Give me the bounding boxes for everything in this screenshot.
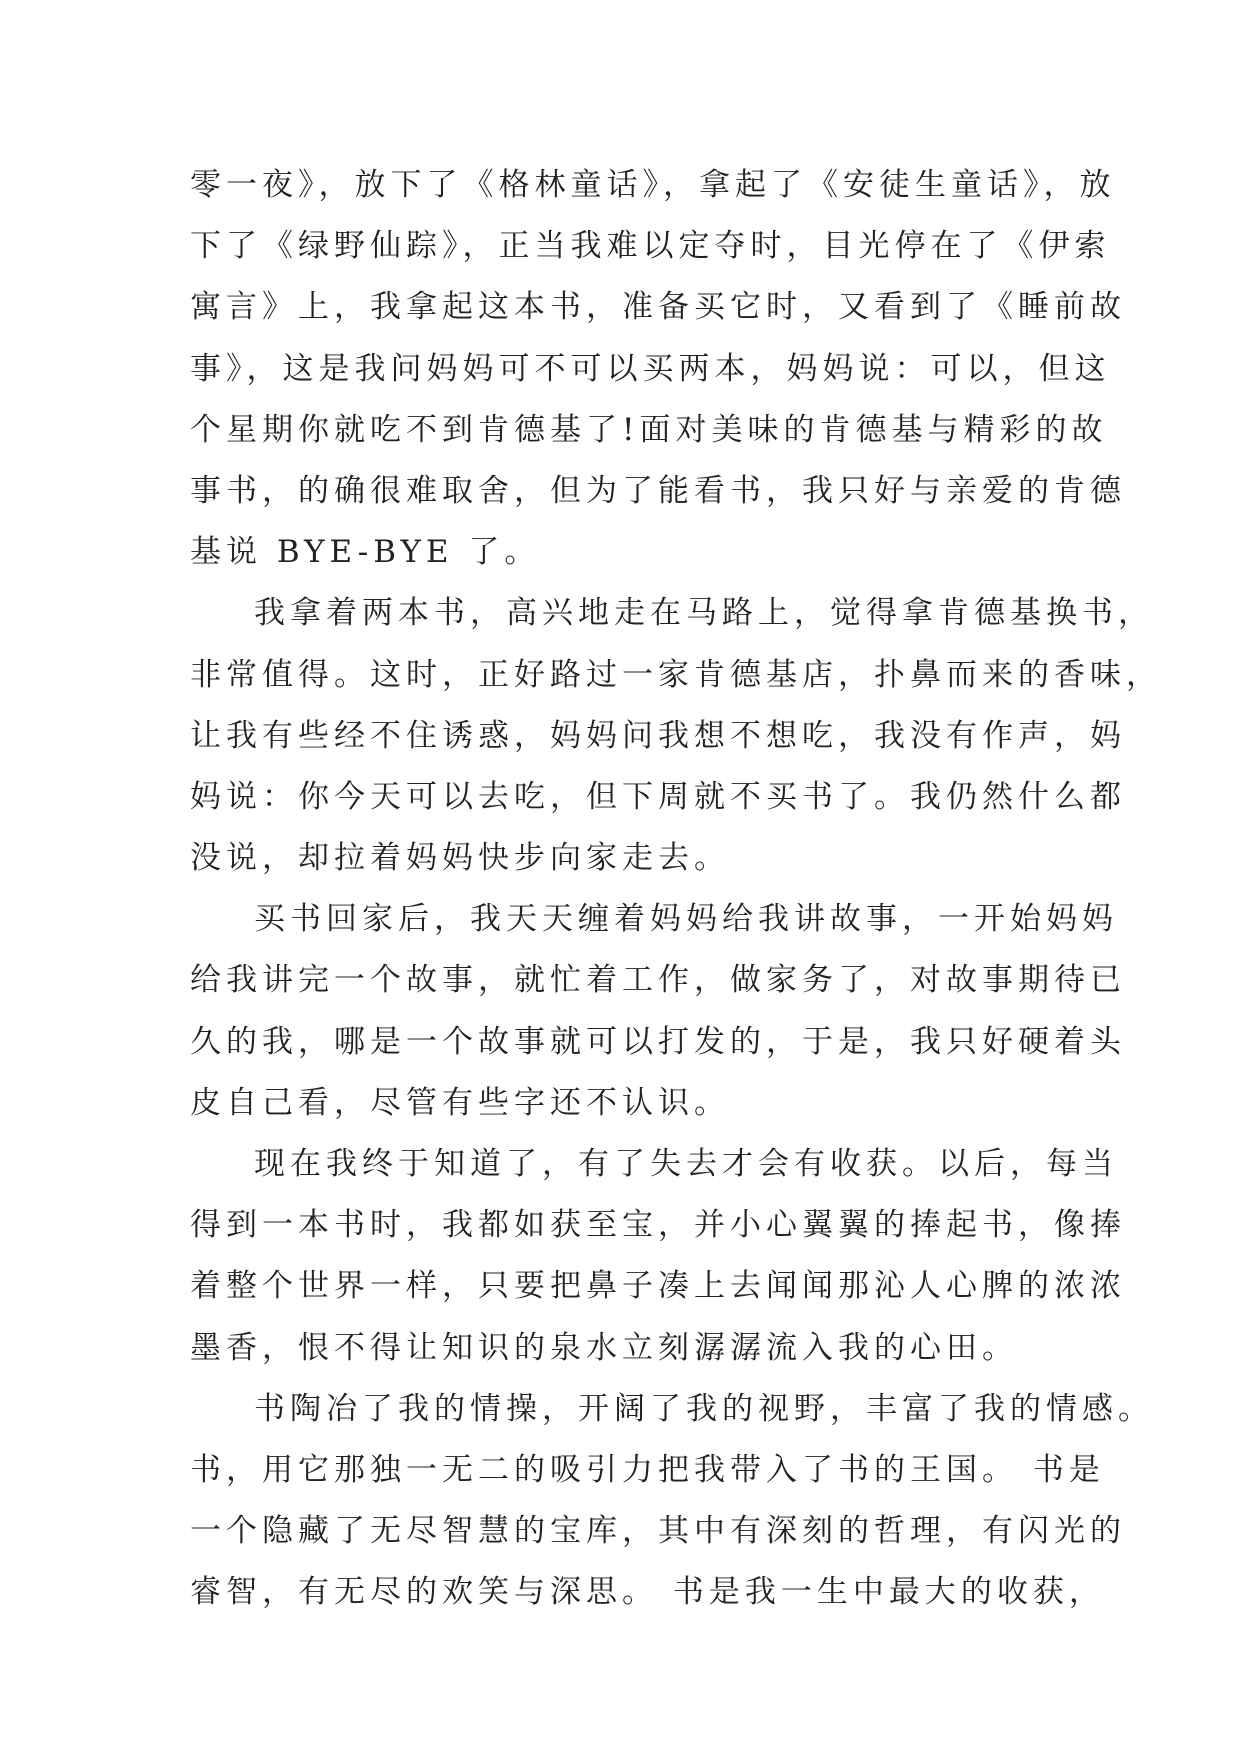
paragraph-first-line: 现在我终于知道了，有了失去才会有收获。以后，每当: [254, 1146, 1118, 1182]
text-line: 着整个世界一样，只要把鼻子凑上去闻闻那沁人心脾的浓浓: [190, 1268, 1126, 1305]
text-line: 事书，的确很难取舍，但为了能看书，我只好与亲爱的肯德: [190, 472, 1126, 509]
text-line: 寓言》上，我拿起这本书，准备买它时，又看到了《睡前故: [190, 289, 1126, 326]
text-line: 基说 BYE-BYE 了。: [190, 534, 541, 571]
text-line: 零一夜》，放下了《格林童话》，拿起了《安徒生童话》，放: [190, 167, 1116, 203]
text-line: 书，用它那独一无二的吸引力把我带入了书的王国。 书是: [190, 1451, 1105, 1488]
text-line: 没说，却拉着妈妈快步向家走去。: [190, 840, 730, 877]
paragraph-first-line: 我拿着两本书，高兴地走在马路上，觉得拿肯德基换书，: [254, 595, 1154, 632]
text-line: 事》，这是我问妈妈可不可以买两本，妈妈说：可以，但这: [190, 350, 1111, 387]
text-line: 睿智，有无尽的欢笑与深思。 书是我一生中最大的收获，: [190, 1574, 1105, 1611]
text-line: 给我讲完一个故事，就忙着工作，做家务了，对故事期待已: [190, 962, 1126, 999]
text-line: 墨香，恨不得让知识的泉水立刻潺潺流入我的心田。: [190, 1329, 1018, 1366]
text-line: 让我有些经不住诱惑，妈妈问我想不想吃，我没有作声，妈: [190, 717, 1126, 754]
paragraph-first-line: 买书回家后，我天天缠着妈妈给我讲故事，一开始妈妈: [254, 901, 1118, 938]
document-body: [190, 155, 1162, 1624]
text-line: 一个隐藏了无尽智慧的宝库，其中有深刻的哲理，有闪光的: [190, 1513, 1126, 1550]
text-line: 妈说：你今天可以去吃，但下周就不买书了。我仍然什么都: [190, 778, 1126, 815]
text-line: 得到一本书时，我都如获至宝，并小心翼翼的捧起书，像捧: [190, 1207, 1126, 1244]
text-line: 非常值得。这时，正好路过一家肯德基店，扑鼻而来的香味，: [190, 656, 1162, 693]
paragraph-first-line: 书陶冶了我的情操，开阔了我的视野，丰富了我的情感。: [254, 1390, 1154, 1427]
text-line: 个星期你就吃不到肯德基了!面对美味的肯德基与精彩的故: [190, 411, 1108, 448]
text-line: 久的我，哪是一个故事就可以打发的，于是，我只好硬着头: [190, 1023, 1126, 1060]
text-line: 皮自己看，尽管有些字还不认识。: [190, 1084, 730, 1121]
text-line: 下了《绿野仙踪》，正当我难以定夺时，目光停在了《伊索: [190, 228, 1111, 265]
